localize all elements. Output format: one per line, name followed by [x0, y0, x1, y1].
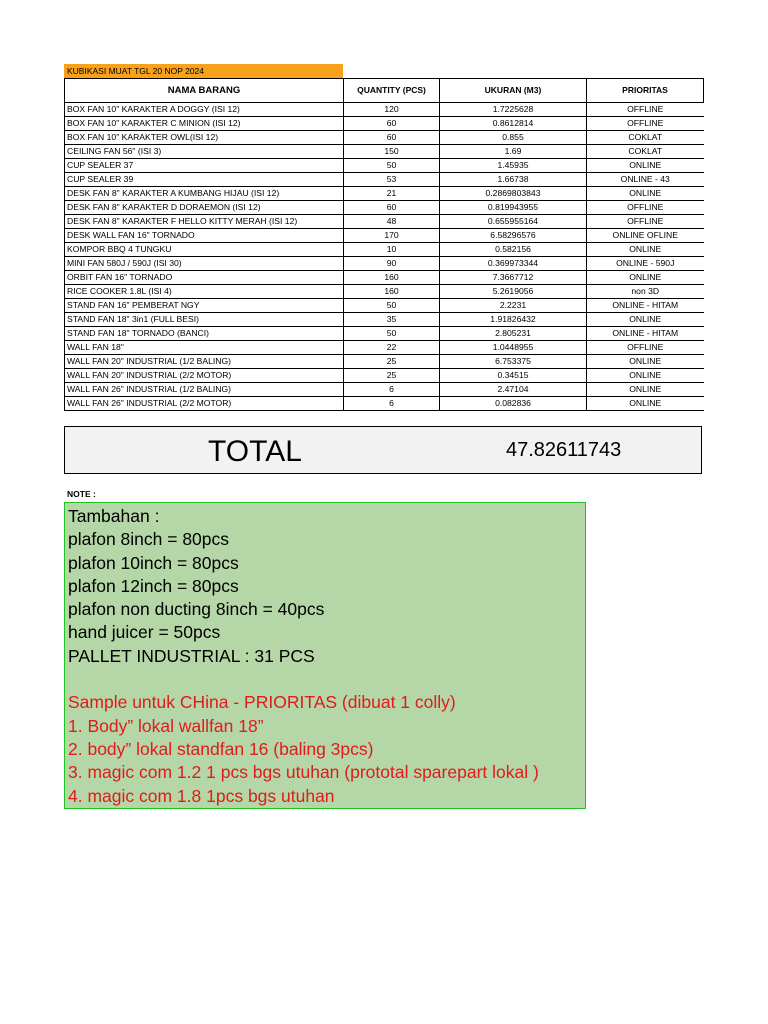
- size-cell: 1.7225628: [440, 103, 587, 117]
- priority-cell: ONLINE: [587, 271, 704, 285]
- total-box: [64, 426, 702, 474]
- item-name-cell: RICE COOKER 1.8L (ISI 4): [65, 285, 344, 299]
- note-line: PALLET INDUSTRIAL : 31 PCS: [68, 645, 315, 666]
- item-name-cell: STAND FAN 18" TORNADO (BANCI): [65, 327, 344, 341]
- size-cell: 1.66738: [440, 173, 587, 187]
- quantity-cell: 50: [344, 299, 440, 313]
- size-cell: 1.91826432: [440, 313, 587, 327]
- size-cell: 2.2231: [440, 299, 587, 313]
- quantity-cell: 21: [344, 187, 440, 201]
- priority-cell: ONLINE - 590J: [587, 257, 704, 271]
- item-name-cell: CEILING FAN 56" (ISI 3): [65, 145, 344, 159]
- note-line: hand juicer = 50pcs: [68, 622, 221, 643]
- quantity-cell: 22: [344, 341, 440, 355]
- item-name-cell: DESK FAN 8" KARAKTER F HELLO KITTY MERAH (ISI 12): [65, 215, 344, 229]
- table-row: [65, 187, 704, 201]
- size-cell: 7.3667712: [440, 271, 587, 285]
- item-name-cell: ORBIT FAN 16" TORNADO: [65, 271, 344, 285]
- sheet-title: KUBIKASI MUAT TGL 20 NOP 2024: [64, 64, 343, 78]
- priority-cell: ONLINE: [587, 313, 704, 327]
- table-row: [65, 145, 704, 159]
- column-header-quantity: QUANTITY (PCS): [344, 79, 440, 103]
- item-name-cell: WALL FAN 20" INDUSTRIAL (1/2 BALING): [65, 355, 344, 369]
- item-name-cell: DESK WALL FAN 16" TORNADO: [65, 229, 344, 243]
- size-cell: 0.582156: [440, 243, 587, 257]
- cargo-table: [64, 78, 704, 411]
- item-name-cell: BOX FAN 10" KARAKTER OWL(ISI 12): [65, 131, 344, 145]
- quantity-cell: 120: [344, 103, 440, 117]
- note-line: plafon 8inch = 80pcs: [68, 529, 230, 550]
- note-label: NOTE :: [67, 489, 96, 499]
- table-row: [65, 117, 704, 131]
- table-row: [65, 285, 704, 299]
- table-row: [65, 215, 704, 229]
- column-header-name: NAMA BARANG: [65, 79, 344, 103]
- item-name-cell: BOX FAN 10" KARAKTER A DOGGY (ISI 12): [65, 103, 344, 117]
- table-row: [65, 341, 704, 355]
- table-row: [65, 299, 704, 313]
- note-line: plafon non ducting 8inch = 40pcs: [68, 599, 325, 620]
- priority-cell: ONLINE OFLINE: [587, 229, 704, 243]
- priority-cell: OFFLINE: [587, 215, 704, 229]
- quantity-cell: 90: [344, 257, 440, 271]
- table-row: [65, 243, 704, 257]
- item-name-cell: MINI FAN 580J / 590J (ISI 30): [65, 257, 344, 271]
- note-line: 1. Body” lokal wallfan 18”: [68, 715, 264, 736]
- item-name-cell: BOX FAN 10" KARAKTER C MINION (ISI 12): [65, 117, 344, 131]
- size-cell: 0.369973344: [440, 257, 587, 271]
- quantity-cell: 6: [344, 397, 440, 411]
- priority-cell: ONLINE: [587, 355, 704, 369]
- column-header-priority: PRIORITAS: [587, 79, 704, 103]
- quantity-cell: 60: [344, 201, 440, 215]
- size-cell: 1.69: [440, 145, 587, 159]
- priority-cell: ONLINE: [587, 159, 704, 173]
- size-cell: 6.753375: [440, 355, 587, 369]
- quantity-cell: 35: [344, 313, 440, 327]
- total-label: TOTAL: [208, 435, 302, 468]
- item-name-cell: WALL FAN 18": [65, 341, 344, 355]
- table-row: [65, 327, 704, 341]
- size-cell: 0.2869803843: [440, 187, 587, 201]
- note-line: plafon 12inch = 80pcs: [68, 575, 239, 596]
- item-name-cell: WALL FAN 26" INDUSTRIAL (2/2 MOTOR): [65, 397, 344, 411]
- table-row: [65, 103, 704, 117]
- item-name-cell: CUP SEALER 37: [65, 159, 344, 173]
- quantity-cell: 6: [344, 383, 440, 397]
- size-cell: 0.34515: [440, 369, 587, 383]
- priority-cell: ONLINE: [587, 397, 704, 411]
- priority-cell: ONLINE: [587, 243, 704, 257]
- quantity-cell: 60: [344, 131, 440, 145]
- quantity-cell: 150: [344, 145, 440, 159]
- priority-cell: non 3D: [587, 285, 704, 299]
- table-row: [65, 397, 704, 411]
- quantity-cell: 50: [344, 159, 440, 173]
- quantity-cell: 170: [344, 229, 440, 243]
- note-line: plafon 10inch = 80pcs: [68, 552, 239, 573]
- size-cell: 0.855: [440, 131, 587, 145]
- item-name-cell: WALL FAN 20" INDUSTRIAL (2/2 MOTOR): [65, 369, 344, 383]
- note-line: 3. magic com 1.2 1 pcs bgs utuhan (prototal sparepart lokal ): [68, 762, 539, 783]
- table-row: [65, 383, 704, 397]
- priority-cell: OFFLINE: [587, 341, 704, 355]
- item-name-cell: WALL FAN 26" INDUSTRIAL (1/2 BALING): [65, 383, 344, 397]
- note-line: Tambahan :: [68, 506, 160, 526]
- table-row: [65, 257, 704, 271]
- table-row: [65, 313, 704, 327]
- priority-cell: OFFLINE: [587, 201, 704, 215]
- item-name-cell: STAND FAN 16" PEMBERAT NGY: [65, 299, 344, 313]
- item-name-cell: DESK FAN 8" KARAKTER A KUMBANG HIJAU (ISI 12): [65, 187, 344, 201]
- quantity-cell: 60: [344, 117, 440, 131]
- item-name-cell: STAND FAN 18" 3in1 (FULL BESI): [65, 313, 344, 327]
- table-row: [65, 369, 704, 383]
- size-cell: 6.58296576: [440, 229, 587, 243]
- table-row: [65, 271, 704, 285]
- note-line: Sample untuk CHina - PRIORITAS (dibuat 1 colly): [68, 692, 456, 713]
- size-cell: 2.47104: [440, 383, 587, 397]
- quantity-cell: 160: [344, 285, 440, 299]
- item-name-cell: CUP SEALER 39: [65, 173, 344, 187]
- priority-cell: OFFLINE: [587, 103, 704, 117]
- note-line: 4. magic com 1.8 1pcs bgs utuhan: [68, 785, 335, 806]
- item-name-cell: DESK FAN 8" KARAKTER D DORAEMON (ISI 12): [65, 201, 344, 215]
- size-cell: 5.2619056: [440, 285, 587, 299]
- quantity-cell: 53: [344, 173, 440, 187]
- size-cell: 0.655955164: [440, 215, 587, 229]
- table-row: [65, 173, 704, 187]
- table-row: [65, 201, 704, 215]
- table-row: [65, 131, 704, 145]
- quantity-cell: 25: [344, 355, 440, 369]
- priority-cell: ONLINE: [587, 383, 704, 397]
- table-body: [65, 103, 704, 411]
- table-row: [65, 355, 704, 369]
- priority-cell: ONLINE - HITAM: [587, 327, 704, 341]
- note-line: [68, 668, 585, 691]
- priority-cell: COKLAT: [587, 131, 704, 145]
- priority-cell: ONLINE - HITAM: [587, 299, 704, 313]
- total-value: 47.82611743: [506, 439, 622, 461]
- size-cell: 1.45935: [440, 159, 587, 173]
- table-row: [65, 229, 704, 243]
- size-cell: 2.805231: [440, 327, 587, 341]
- size-cell: 0.082836: [440, 397, 587, 411]
- quantity-cell: 48: [344, 215, 440, 229]
- priority-cell: ONLINE: [587, 369, 704, 383]
- quantity-cell: 25: [344, 369, 440, 383]
- priority-cell: ONLINE - 43: [587, 173, 704, 187]
- size-cell: 1.0448955: [440, 341, 587, 355]
- item-name-cell: KOMPOR BBQ 4 TUNGKU: [65, 243, 344, 257]
- size-cell: 0.8612814: [440, 117, 587, 131]
- column-header-size: UKURAN (M3): [440, 79, 587, 103]
- note-box: [64, 502, 586, 809]
- priority-cell: ONLINE: [587, 187, 704, 201]
- size-cell: 0.819943955: [440, 201, 587, 215]
- table-row: [65, 159, 704, 173]
- quantity-cell: 160: [344, 271, 440, 285]
- priority-cell: OFFLINE: [587, 117, 704, 131]
- table-header-row: [65, 79, 704, 103]
- quantity-cell: 50: [344, 327, 440, 341]
- note-line: 2. body” lokal standfan 16 (baling 3pcs): [68, 738, 374, 759]
- quantity-cell: 10: [344, 243, 440, 257]
- priority-cell: COKLAT: [587, 145, 704, 159]
